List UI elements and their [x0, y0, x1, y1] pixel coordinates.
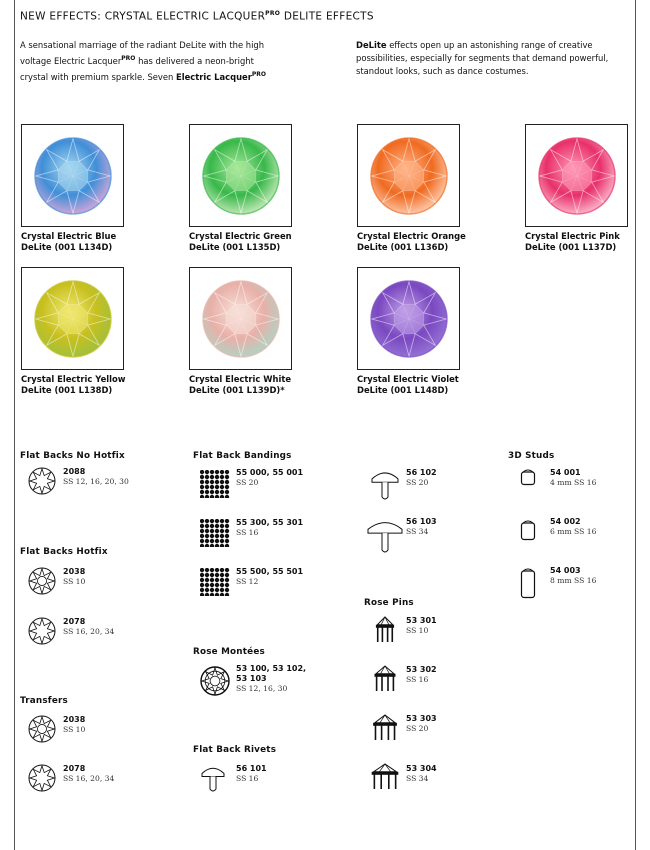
- product-item: [406, 665, 437, 685]
- product-size: SS 34: [406, 527, 429, 536]
- product-size: SS 16: [236, 774, 259, 783]
- crystal-image: [21, 124, 124, 227]
- product-size: SS 34: [406, 774, 429, 783]
- product-size: SS 20: [406, 724, 429, 733]
- rivet-icon: [366, 516, 404, 558]
- product-item: [406, 468, 437, 488]
- stud-icon: [520, 519, 536, 545]
- section-flat-backs-hotfix: Flat Backs Hotfix: [20, 547, 108, 557]
- crystal-image: [189, 267, 292, 370]
- product-item: [406, 714, 437, 734]
- product-code: 53 303: [406, 714, 437, 723]
- product-code: 56 103: [406, 517, 437, 526]
- stud-icon: [520, 468, 536, 490]
- crystal-image: [525, 124, 628, 227]
- product-code: 56 102: [406, 468, 437, 477]
- product-item: [406, 616, 437, 636]
- product-code: 54 002: [550, 517, 581, 526]
- product-size: SS 10: [63, 725, 86, 734]
- product-item: [63, 764, 114, 784]
- star-flatback-icon: [28, 467, 56, 499]
- product-item: [63, 567, 85, 587]
- flatback-2078-icon: [28, 617, 56, 649]
- product-size: SS 16, 20, 34: [63, 774, 115, 783]
- page-title: NEW EFFECTS: CRYSTAL ELECTRIC $LACQUER^{PRO}$ DELITE EFFECTS: [20, 10, 374, 23]
- product-item: [236, 567, 303, 587]
- product-size: 6 mm SS 16: [550, 527, 597, 536]
- crystal-image: [357, 124, 460, 227]
- intro-left: A sensational marriage of the radiant DeLite with the high voltage Electric Lacquer$^{PRO}$ has delivered a neon-bright crystal with premium sparkle. Seven Electric Lacquer$^{PRO}$: [20, 40, 266, 82]
- rivet-icon: [200, 763, 226, 797]
- product-code: 55 000, 55 001: [236, 468, 304, 477]
- product-item: [550, 566, 596, 586]
- product-code: 2038: [63, 715, 86, 724]
- rose-montee-icon: [200, 666, 230, 700]
- section-rose-pins: Rose Pins: [364, 598, 414, 608]
- section-flat-back-bandings: Flat Back Bandings: [193, 451, 292, 461]
- section-rose-montees: Rose Montées: [193, 647, 265, 657]
- section-flat-backs-no-hotfix: Flat Backs No Hotfix: [20, 451, 125, 461]
- crystal-caption: Crystal Electric Blue DeLite (001 L134D): [21, 231, 117, 252]
- product-code: 54 003: [550, 566, 581, 575]
- crystal-image: [21, 267, 124, 370]
- flatback-2038-icon: [28, 715, 56, 747]
- product-item: [236, 468, 303, 488]
- banding-icon: [200, 470, 230, 502]
- product-code: 56 101: [236, 764, 267, 773]
- product-item: [63, 715, 85, 735]
- stud-icon: [520, 567, 536, 603]
- flatback-2078-icon: [28, 764, 56, 796]
- rose-pin-icon: [370, 664, 400, 696]
- product-size: SS 16: [406, 675, 429, 684]
- rivet-icon: [370, 467, 400, 505]
- product-code: 53 100, 53 102, 53 103: [236, 664, 307, 683]
- rose-pin-icon: [368, 713, 402, 745]
- banding-icon: [200, 519, 230, 551]
- product-code: 54 001: [550, 468, 581, 477]
- crystal-caption: Crystal Electric Green DeLite (001 L135D): [189, 231, 292, 252]
- crystal-caption: Crystal Electric White DeLite (001 L139D)*: [189, 374, 292, 395]
- intro-right: DeLite effects open up an astonishing range of creative possibilities, especially for segments that demand powerful, standout looks, such as dance costumes.: [356, 40, 609, 76]
- crystal-caption: Crystal Electric Pink DeLite (001 L137D): [525, 231, 620, 252]
- product-size: SS 20: [236, 478, 259, 487]
- product-size: SS 12, 16, 20, 30: [63, 477, 129, 486]
- product-code: 2088: [63, 467, 86, 476]
- product-item: [550, 517, 596, 537]
- product-code: 53 301: [406, 616, 437, 625]
- product-size: SS 10: [63, 577, 86, 586]
- product-code: 2038: [63, 567, 86, 576]
- crystal-caption: Crystal Electric Yellow DeLite (001 L138D): [21, 374, 126, 395]
- product-item: [236, 764, 267, 784]
- product-size: 4 mm SS 16: [550, 478, 597, 487]
- crystal-caption: Crystal Electric Orange DeLite (001 L136D): [357, 231, 466, 252]
- product-code: 55 300, 55 301: [236, 518, 304, 527]
- product-code: 53 304: [406, 764, 437, 773]
- crystal-image: [189, 124, 292, 227]
- product-item: [63, 467, 129, 487]
- section-flat-back-rivets: Flat Back Rivets: [193, 745, 277, 755]
- rose-pin-icon: [372, 615, 398, 647]
- product-item: [406, 764, 437, 784]
- product-item: [550, 468, 596, 488]
- product-item: [63, 617, 114, 637]
- crystal-image: [357, 267, 460, 370]
- product-code: 53 302: [406, 665, 437, 674]
- product-size: SS 12, 16, 30: [236, 684, 288, 693]
- product-size: SS 10: [406, 626, 429, 635]
- crystal-caption: Crystal Electric Violet DeLite (001 L148D): [357, 374, 459, 395]
- product-item: [406, 517, 437, 537]
- product-item: [236, 664, 306, 694]
- product-size: SS 12: [236, 577, 259, 586]
- product-code: 2078: [63, 764, 86, 773]
- product-size: SS 20: [406, 478, 429, 487]
- banding-icon: [200, 568, 230, 600]
- product-size: SS 16: [236, 528, 259, 537]
- product-size: SS 16, 20, 34: [63, 627, 115, 636]
- product-size: 8 mm SS 16: [550, 576, 597, 585]
- product-item: [236, 518, 303, 538]
- section-transfers: Transfers: [20, 696, 68, 706]
- section-3d-studs: 3D Studs: [508, 451, 555, 461]
- flatback-2038-icon: [28, 567, 56, 599]
- product-code: 2078: [63, 617, 86, 626]
- product-code: 55 500, 55 501: [236, 567, 304, 576]
- rose-pin-icon: [366, 762, 404, 794]
